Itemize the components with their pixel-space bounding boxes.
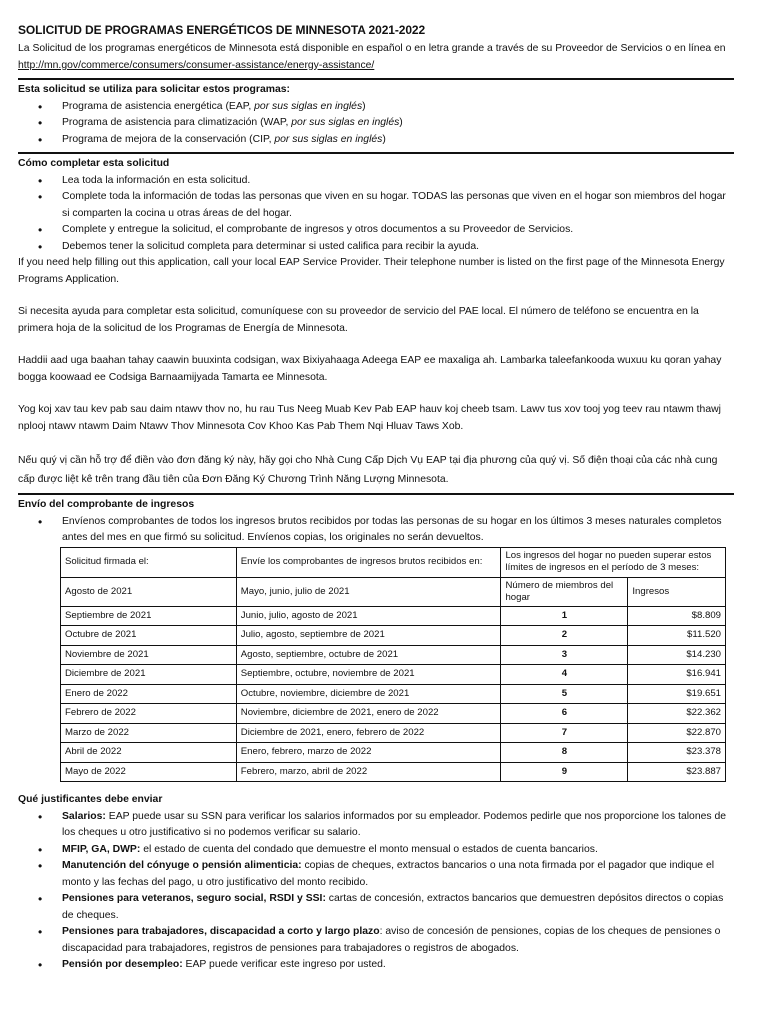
justify-label: Salarios: [62,810,106,822]
signed-column-header: Solicitud firmada el: [61,547,237,577]
list-item [62,957,734,974]
members-cell: 7 [501,723,628,743]
list-item: • Lea toda la información en esta solicitud. [62,173,734,190]
list-item: • Complete toda la información de todas las personas que viven en su hogar. TODAS las personas que viven en el hogar son miembros del hogar si comparten la cocina u otras áreas de del hogar. [62,189,734,222]
table-row [61,606,726,626]
months-cell: Mayo, junio, julio de 2021 [236,577,501,606]
table-row [61,762,726,782]
program-note: por sus siglas en inglés [291,117,400,128]
signed-cell: Marzo de 2022 [61,723,237,743]
table-row [61,743,726,763]
program-note: por sus siglas en inglés [254,100,363,112]
program-close: ) [362,100,366,112]
program-text: Programa de asistencia para climatización (WAP, [62,117,292,128]
table-header-row [61,547,726,577]
income-header: Ingresos [628,577,726,606]
program-text: Programa de asistencia energética (EAP, [62,100,255,112]
table-row [61,626,726,646]
limit-header: Los ingresos del hogar no pueden superar estos límites de ingresos en el período de 3 meses: [501,547,726,577]
months-cell: Septiembre, octubre, noviembre de 2021 [236,665,501,685]
income-limits-table [60,547,726,783]
signed-cell: Octubre de 2021 [61,626,237,646]
program-text: Programa de mejora de la conservación (CIP, [62,133,275,145]
income-proof-list [18,514,734,547]
table-row [61,723,726,743]
members-cell: 5 [501,684,628,704]
months-cell: Enero, febrero, marzo de 2022 [236,743,501,763]
justify-heading: Qué justificantes debe enviar [18,794,163,805]
members-cell: 6 [501,704,628,724]
programs-heading: Esta solicitud se utiliza para solicitar estos programas: [18,84,290,95]
members-cell: 4 [501,665,628,685]
members-header: Número de miembros del hogar [501,577,628,606]
list-item [62,842,734,859]
justify-label: Pensiones para trabajadores, discapacidad a corto y largo plazo [62,926,380,937]
page-title: SOLICITUD DE PROGRAMAS ENERGÉTICOS DE MINNESOTA 2021-2022 [18,23,426,37]
signed-cell: Enero de 2022 [61,684,237,704]
list-item [62,132,734,149]
signed-cell: Agosto de 2021 [61,577,237,606]
months-cell: Febrero, marzo, abril de 2022 [236,762,501,782]
signed-cell: Mayo de 2022 [61,762,237,782]
months-cell: Julio, agosto, septiembre de 2021 [236,626,501,646]
income-cell: $16.941 [628,665,726,685]
justify-text: el estado de cuenta del condado que demuestre el monto mensual o estados de cuenta bancarios. [140,843,598,855]
program-close: ) [382,133,386,145]
members-cell: 8 [501,743,628,763]
list-item [62,858,734,891]
members-cell: 1 [501,606,628,626]
justify-list [18,809,734,974]
intro-paragraph [18,41,734,74]
how-list [18,173,734,256]
help-hmong: Yog koj xav tau kev pab sau daim ntawv thov no, hu rau Tus Neeg Muab Kev Pab EAP hauv koj cheeb tsam. Lawv tus xov tooj yog teev rau ntawm thawj nplooj ntawv ntawm Daim Ntawv Thov Minnesota Cov Khoo Kas Pab Them Nqi Hluav Taws Xob. [18,404,721,432]
members-cell: 2 [501,626,628,646]
list-item [62,809,734,842]
income-cell: $19.651 [628,684,726,704]
income-proof-heading: Envío del comprobante de ingresos [18,499,195,510]
section-divider [18,152,734,154]
list-item [62,99,734,116]
justify-text: : aviso de concesión de pensiones, copias de los cheques de pensiones o discapacidad para trabajadores, registros de pensiones para trabajadores o registros de abogados. [62,926,721,954]
list-item [62,115,734,132]
justify-text: copias de cheques, extractos bancarios o una nota firmada por el pagador que indique el monto y las fechas del pago, u otro justificativo del monto recibido. [62,860,715,888]
income-cell: $11.520 [628,626,726,646]
intro-text: La Solicitud de los programas energéticos de Minnesota está disponible en español o en letra grande a través de su Proveedor de Servicios o en línea en [18,43,726,54]
energy-assistance-link[interactable]: http://mn.gov/commerce/consumers/consumer-assistance/energy-assistance/ [18,59,375,71]
members-cell: 9 [501,762,628,782]
table-row [61,665,726,685]
months-cell: Octubre, noviembre, diciembre de 2021 [236,684,501,704]
help-english: If you need help filling out this application, call your local EAP Service Provider. Their telephone number is listed on the first page of the Minnesota Energy Programs Application. [18,257,725,285]
section-divider [18,493,734,495]
justify-text: EAP puede verificar este ingreso por usted. [182,959,386,970]
signed-cell: Noviembre de 2021 [61,645,237,665]
help-vietnamese: Nếu quý vị cần hỗ trợ để điền vào đơn đăng ký này, hãy gọi cho Nhà Cung Cấp Dịch Vụ EAP tại địa phương của quý vị. Số điện thoại của các nhà cung cấp được liệt kê trên trang đầu tiên của Đơn Đăng Ký Chương Trình Năng Lượng Minnesota. [18,455,718,485]
signed-cell: Febrero de 2022 [61,704,237,724]
list-item [62,924,734,957]
months-cell: Agosto, septiembre, octubre de 2021 [236,645,501,665]
signed-cell: Abril de 2022 [61,743,237,763]
table-row [61,684,726,704]
list-item: • Envíenos comprobantes de todos los ingresos brutos recibidos por todas las personas de su hogar en los últimos 3 meses naturales completos antes del mes en que firmó su solicitud. Envíenos copias, los originales no serán devueltos. [62,514,734,547]
help-spanish: Si necesita ayuda para completar esta solicitud, comuníquese con su proveedor de servicio del PAE local. El número de teléfono se encuentra en la primera hoja de la solicitud de los Programas de Energía de Minnesota. [18,306,699,334]
justify-label: Manutención del cónyuge o pensión alimenticia: [62,860,302,871]
income-cell: $22.362 [628,704,726,724]
signed-cell: Diciembre de 2021 [61,665,237,685]
justify-text: cartas de concesión, extractos bancarios que demuestren depósitos directos o copias de cheques. [62,893,724,921]
months-cell: Diciembre de 2021, enero, febrero de 2022 [236,723,501,743]
list-item [62,891,734,924]
income-cell: $23.887 [628,762,726,782]
list-item: • Complete y entregue la solicitud, el comprobante de ingresos y otros documentos a su Proveedor de Servicios. [62,222,734,239]
months-cell: Junio, julio, agosto de 2021 [236,606,501,626]
how-heading: Cómo completar esta solicitud [18,158,170,169]
section-divider [18,78,734,80]
income-cell: $8.809 [628,606,726,626]
justify-text: EAP puede usar su SSN para verificar los salarios informados por su empleador. Podemos pedirle que nos proporcione los talones de los cheques u otro justificativo si no podemos verificar su salario. [62,810,727,838]
table-row [61,704,726,724]
income-cell: $14.230 [628,645,726,665]
income-cell: $22.870 [628,723,726,743]
table-row [61,577,726,606]
justify-label: Pensión por desempleo: [62,959,183,970]
months-cell: Noviembre, diciembre de 2021, enero de 2022 [236,704,501,724]
program-note: por sus siglas en inglés [274,133,383,145]
income-cell: $23.378 [628,743,726,763]
members-cell: 3 [501,645,628,665]
signed-cell: Septiembre de 2021 [61,606,237,626]
justify-label: Pensiones para veteranos, seguro social, RSDI y SSI: [62,893,326,904]
programs-list [18,99,734,149]
program-close: ) [399,117,403,128]
justify-label: MFIP, GA, DWP: [62,843,141,855]
help-somali: Haddii aad uga baahan tahay caawin buuxinta codsigan, wax Bixiyahaaga Adeega EAP ee maxaliga ah. Lambarka taleefankooda wuxuu ku qoran yahay bogga koowaad ee Codsiga Barnaamijyada Tamarta ee Minnesota. [18,355,722,383]
months-column-header: Envíe los comprobantes de ingresos brutos recibidos en: [236,547,501,577]
table-row [61,645,726,665]
list-item: • Debemos tener la solicitud completa para determinar si usted califica para recibir la ayuda. [62,239,734,256]
